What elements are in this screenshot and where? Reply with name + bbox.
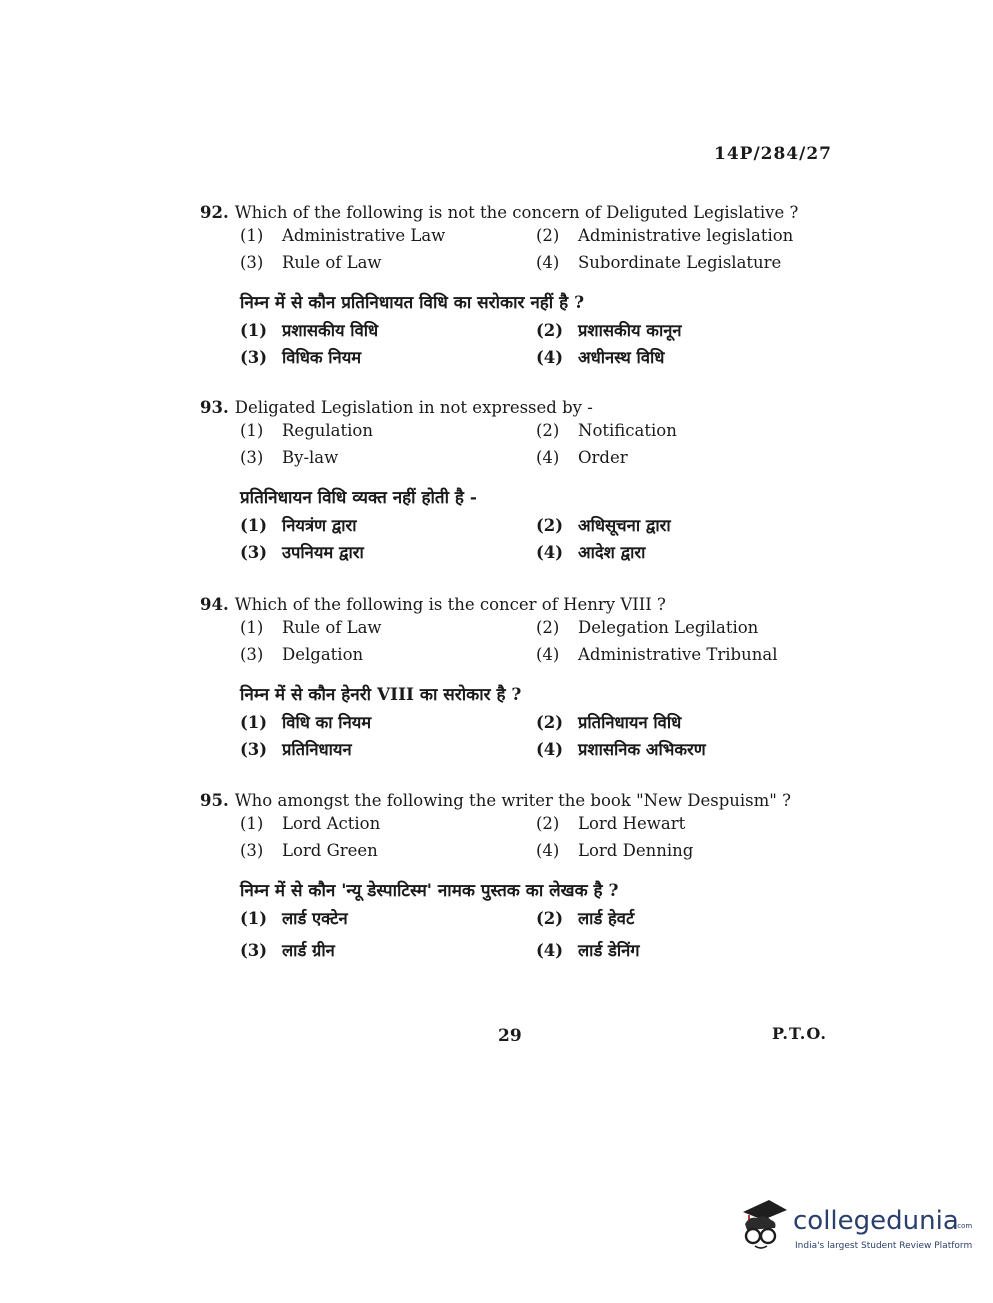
option-4-hi: (4) लार्ड डेनिंग	[536, 941, 640, 960]
question-92	[200, 200, 840, 372]
question-number: 94.	[200, 595, 229, 614]
question-text-hi: निम्न में से कौन प्रतिनिधायत विधि का सरोकार नहीं है ?	[240, 293, 585, 313]
option-2: (2) Notification	[536, 421, 677, 440]
question-text-en: 93. Deligated Legislation in not expressed by -	[200, 398, 593, 417]
brand-tagline: India's largest Student Review Platform	[795, 1241, 973, 1251]
option-3-hi: (3) प्रतिनिधायन	[240, 740, 352, 759]
option-3: (3) Lord Green	[240, 841, 378, 860]
question-number: 92.	[200, 203, 229, 222]
question-text-hi: निम्न में से कौन हेनरी VIII का सरोकार है ?	[240, 685, 522, 705]
brand-suffix: .com	[955, 1222, 973, 1230]
option-4-hi: (4) प्रशासनिक अभिकरण	[536, 740, 706, 759]
option-2: (2) Lord Hewart	[536, 814, 686, 833]
question-95	[200, 788, 840, 965]
paper-code: 14P/284/27	[714, 144, 833, 164]
option-2: (2) Delegation Legilation	[536, 618, 759, 637]
option-2-hi: (2) प्रशासकीय कानून	[536, 321, 682, 340]
question-text-hi: प्रतिनिधायन विधि व्यक्त नहीं होती है -	[240, 488, 477, 508]
option-1: (1) Lord Action	[240, 814, 381, 833]
option-3: (3) Delgation	[240, 645, 364, 664]
option-4: (4) Lord Denning	[536, 841, 694, 860]
option-2-hi: (2) अधिसूचना द्वारा	[536, 516, 671, 535]
option-2-hi: (2) लार्ड हेवर्ट	[536, 909, 635, 928]
option-2: (2) Administrative legislation	[536, 226, 794, 245]
option-4-hi: (4) आदेश द्वारा	[536, 543, 646, 562]
option-1-hi: (1) प्रशासकीय विधि	[240, 321, 379, 340]
mascot-icon	[735, 1198, 791, 1254]
option-4-hi: (4) अधीनस्थ विधि	[536, 348, 665, 367]
option-4: (4) Administrative Tribunal	[536, 645, 778, 664]
brand-name: collegedunia	[793, 1206, 959, 1236]
option-4: (4) Order	[536, 448, 628, 467]
question-text-en: 95. Who amongst the following the writer the book "New Despuism" ?	[200, 791, 791, 810]
option-4: (4) Subordinate Legislature	[536, 253, 782, 272]
option-3-hi: (3) उपनियम द्वारा	[240, 543, 364, 562]
question-93	[200, 395, 840, 567]
option-2-hi: (2) प्रतिनिधायन विधि	[536, 713, 682, 732]
option-3-hi: (3) विधिक नियम	[240, 348, 362, 367]
option-3: (3) By-law	[240, 448, 339, 467]
question-text-en: 92. Which of the following is not the concern of Deliguted Legislative ?	[200, 203, 799, 222]
option-1-hi: (1) नियत्रंण द्वारा	[240, 516, 357, 535]
option-1: (1) Rule of Law	[240, 618, 382, 637]
option-1-hi: (1) विधि का नियम	[240, 713, 372, 732]
option-1: (1) Regulation	[240, 421, 373, 440]
option-1-hi: (1) लार्ड एक्टेन	[240, 909, 348, 928]
brand-logo	[735, 1198, 973, 1258]
page-number: 29	[498, 1026, 522, 1046]
question-text-en: 94. Which of the following is the concer of Henry VIII ?	[200, 595, 666, 614]
question-number: 93.	[200, 398, 229, 417]
question-number: 95.	[200, 791, 229, 810]
question-text-hi: निम्न में से कौन 'न्यू डेस्पाटिस्म' नामक पुस्तक का लेखक है ?	[240, 881, 619, 901]
option-3: (3) Rule of Law	[240, 253, 382, 272]
pto-label: P.T.O.	[772, 1024, 827, 1043]
option-1: (1) Administrative Law	[240, 226, 446, 245]
option-3-hi: (3) लार्ड ग्रीन	[240, 941, 335, 960]
question-94	[200, 592, 840, 764]
